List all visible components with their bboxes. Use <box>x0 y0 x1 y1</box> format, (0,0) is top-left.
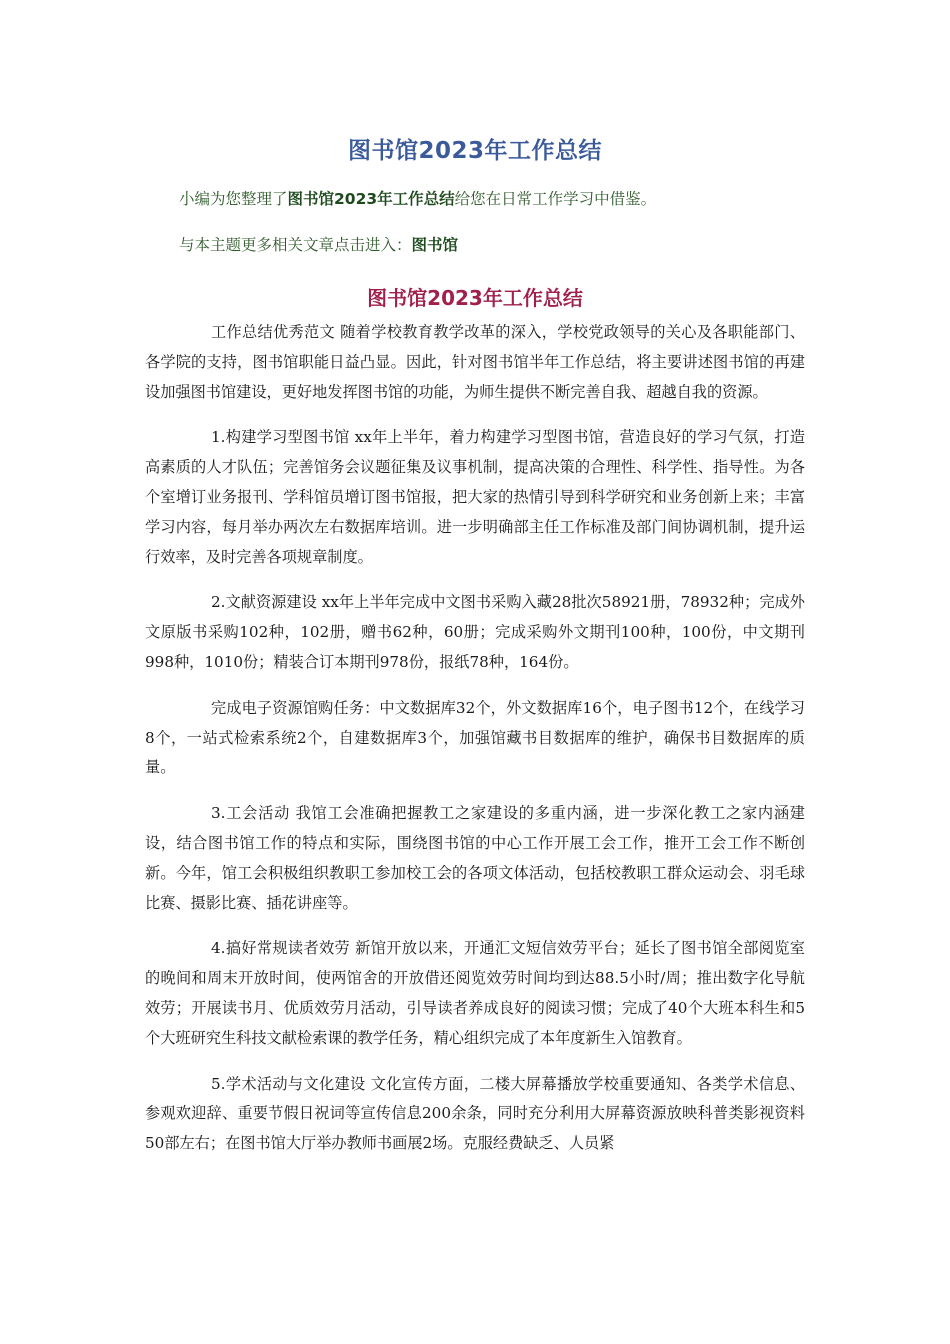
article-body <box>145 318 805 1175</box>
paragraph-electronic-resources: 完成电子资源馆购任务：中文数据库32个，外文数据库16个，电子图书12个，在线学习8个，一站式检索系统2个，自建数据库3个，加强馆藏书目数据库的维护，确保书目数据库的质量。 <box>145 698 805 777</box>
related-line <box>179 233 458 255</box>
paragraph-reader-service: 4.搞好常规读者效劳 新馆开放以来，开通汇文短信效劳平台；延长了图书馆全部阅览室的晚间和周末开放时间，使两馆舍的开放借还阅览效劳时间均到达88.5小时/周；推出数字化导航效劳；开展读书月、优质效劳月活动，引导读者养成良好的阅读习惯；完成了40个大班本科生和5个大班研究生科技文献检索课的教学任务，精心组织完成了本年度新生入馆教育。 <box>145 939 805 1047</box>
document-title: 图书馆2023年工作总结 <box>347 138 602 164</box>
intro-line <box>179 187 656 209</box>
paragraph-learning-library: 1.构建学习型图书馆 xx年上半年，着力构建学习型图书馆，营造良好的学习气氛，打造高素质的人才队伍；完善馆务会议题征集及议事机制，提高决策的合理性、科学性、指导性。为各个室增订业务报刊、学科馆员增订图书馆报，把大家的热情引导到科学研究和业务创新上来；丰富学习内容，每月举办两次左右数据库培训。进一步明确部主任工作标准及部门间协调机制，提升运行效率，及时完善各项规章制度。 <box>145 428 805 566</box>
intro-suffix: 给您在日常工作学习中借鉴。 <box>454 190 657 208</box>
paragraph-resource-building: 2.文献资源建设 xx年上半年完成中文图书采购入藏28批次58921册，78932种；完成外文原版书采购102种，102册，赠书62种，60册；完成采购外文期刊100种，100份，中文期刊998种，1010份；精装合订本期刊978份，报纸78种，164份。 <box>145 593 805 671</box>
paragraph-academic-culture: 5.学术活动与文化建设 文化宣传方面，二楼大屏幕播放学校重要通知、各类学术信息、参观欢迎辞、重要节假日祝词等宣传信息200余条，同时充分利用大屏幕资源放映科普类影视资料50部左右；在图书馆大厅举办教师书画展2场。克服经费缺乏、人员紧 <box>145 1074 805 1153</box>
intro-prefix: 小编为您整理了 <box>179 190 288 208</box>
paragraph-intro: 工作总结优秀范文 随着学校教育教学改革的深入，学校党政领导的关心及各职能部门、各学院的支持，图书馆职能日益凸显。因此，针对图书馆半年工作总结，将主要讲述图书馆的再建设加强图书馆建设，更好地发挥图书馆的功能，为师生提供不断完善自我、超越自我的资源。 <box>145 323 805 401</box>
intro-title-link[interactable]: 图书馆2023年工作总结 <box>287 190 455 208</box>
article-title: 图书馆2023年工作总结 <box>367 286 583 310</box>
related-topic-link[interactable]: 图书馆 <box>411 236 459 254</box>
related-prefix: 与本主题更多相关文章点击进入： <box>179 236 412 254</box>
paragraph-union-activities: 3.工会活动 我馆工会准确把握教工之家建设的多重内涵，进一步深化教工之家内涵建设，结合图书馆工作的特点和实际，围绕图书馆的中心工作开展工会工作，推开工会工作不断创新。今年，馆工会积极组织教职工参加校工会的各项文体活动，包括校教职工群众运动会、羽毛球比赛、摄影比赛、插花讲座等。 <box>145 804 805 912</box>
